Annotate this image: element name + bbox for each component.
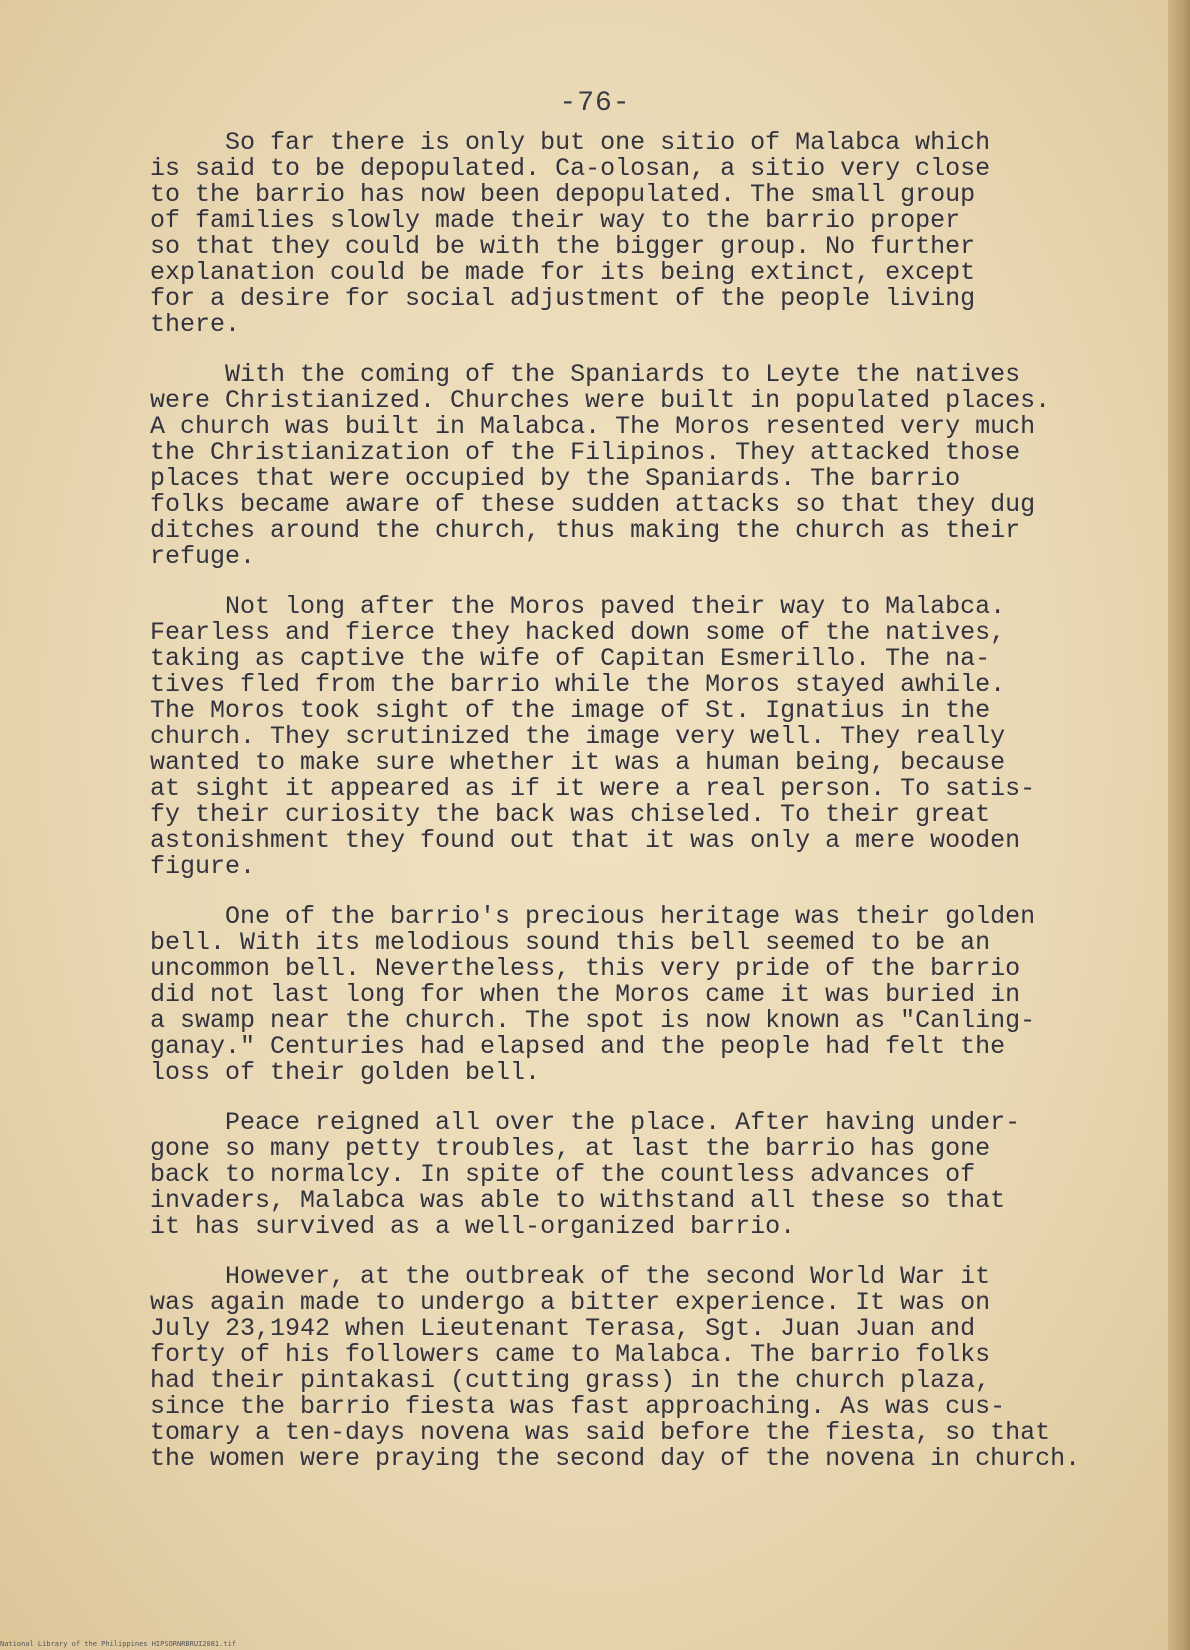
text-line: So far there is only but one sitio of Malabca which	[150, 128, 991, 157]
text-line: uncommon bell. Nevertheless, this very pride of the barrio	[150, 954, 1021, 983]
text-line: A church was built in Malabca. The Moros resented very much	[150, 412, 1036, 441]
text-line: were Christianized. Churches were built in populated places.	[150, 386, 1051, 415]
text-line: there.	[150, 310, 241, 339]
text-line: figure.	[150, 852, 256, 881]
text-line: July 23,1942 when Lieutenant Terasa, Sgt. Juan Juan and	[150, 1314, 976, 1343]
page-number: -76-	[559, 88, 631, 119]
text-line: Fearless and fierce they hacked down some of the natives,	[150, 618, 1006, 647]
text-line: invaders, Malabca was able to withstand all these so that	[150, 1186, 1006, 1215]
text-line: The Moros took sight of the image of St. Ignatius in the	[150, 696, 991, 725]
text-line: the women were praying the second day of the novena in church.	[150, 1444, 1081, 1473]
text-line: However, at the outbreak of the second World War it	[150, 1262, 991, 1291]
text-line: at sight it appeared as if it were a real person. To satis-	[150, 774, 1036, 803]
paragraph	[150, 594, 1065, 880]
text-line: wanted to make sure whether it was a human being, because	[150, 748, 1006, 777]
text-line: the Christianization of the Filipinos. They attacked those	[150, 438, 1021, 467]
text-line: tomary a ten-days novena was said before the fiesta, so that	[150, 1418, 1051, 1447]
paragraph	[150, 362, 1065, 570]
text-line: astonishment they found out that it was only a mere wooden	[150, 826, 1021, 855]
text-line: forty of his followers came to Malabca. The barrio folks	[150, 1340, 991, 1369]
paragraph	[150, 130, 1065, 338]
text-line: Not long after the Moros paved their way to Malabca.	[150, 592, 1006, 621]
text-line: taking as captive the wife of Capitan Esmerillo. The na-	[150, 644, 991, 673]
text-line: so that they could be with the bigger group. No further	[150, 232, 976, 261]
page-edge	[1168, 0, 1190, 1650]
text-line: One of the barrio's precious heritage was their golden	[150, 902, 1036, 931]
text-line: did not last long for when the Moros came it was buried in	[150, 980, 1021, 1009]
text-line: ganay." Centuries had elapsed and the people had felt the	[150, 1032, 1006, 1061]
text-line: to the barrio has now been depopulated. The small group	[150, 180, 976, 209]
paragraph	[150, 1110, 1065, 1240]
text-line: Peace reigned all over the place. After having under-	[150, 1108, 1021, 1137]
text-line: a swamp near the church. The spot is now known as "Canling-	[150, 1006, 1036, 1035]
text-line: is said to be depopulated. Ca-olosan, a sitio very close	[150, 154, 991, 183]
text-line: bell. With its melodious sound this bell seemed to be an	[150, 928, 991, 957]
text-line: had their pintakasi (cutting grass) in the church plaza,	[150, 1366, 991, 1395]
paragraph	[150, 904, 1065, 1086]
paragraph	[150, 1262, 1081, 1473]
body-text	[150, 128, 1081, 1496]
text-line: gone so many petty troubles, at last the barrio has gone	[150, 1134, 991, 1163]
text-line: folks became aware of these sudden attacks so that they dug	[150, 490, 1036, 519]
text-line: back to normalcy. In spite of the countless advances of	[150, 1160, 976, 1189]
text-line: of families slowly made their way to the barrio proper	[150, 206, 961, 235]
text-line: tives fled from the barrio while the Moros stayed awhile.	[150, 670, 1006, 699]
text-line: church. They scrutinized the image very well. They really	[150, 722, 1006, 751]
text-line: it has survived as a well-organized barrio.	[150, 1212, 796, 1241]
text-line: for a desire for social adjustment of the people living	[150, 284, 976, 313]
text-line: since the barrio fiesta was fast approaching. As was cus-	[150, 1392, 1006, 1421]
text-line: ditches around the church, thus making the church as their	[150, 516, 1021, 545]
text-line: places that were occupied by the Spaniards. The barrio	[150, 464, 961, 493]
text-line: With the coming of the Spaniards to Leyte the natives	[150, 360, 1021, 389]
text-line: refuge.	[150, 542, 256, 571]
text-line: explanation could be made for its being extinct, except	[150, 258, 976, 287]
text-line: loss of their golden bell.	[150, 1058, 541, 1087]
footer-watermark: National Library of the Philippines HIPSORNRBRUI2081.tif	[0, 1640, 237, 1648]
text-line: was again made to undergo a bitter experience. It was on	[150, 1288, 991, 1317]
text-line: fy their curiosity the back was chiseled. To their great	[150, 800, 991, 829]
